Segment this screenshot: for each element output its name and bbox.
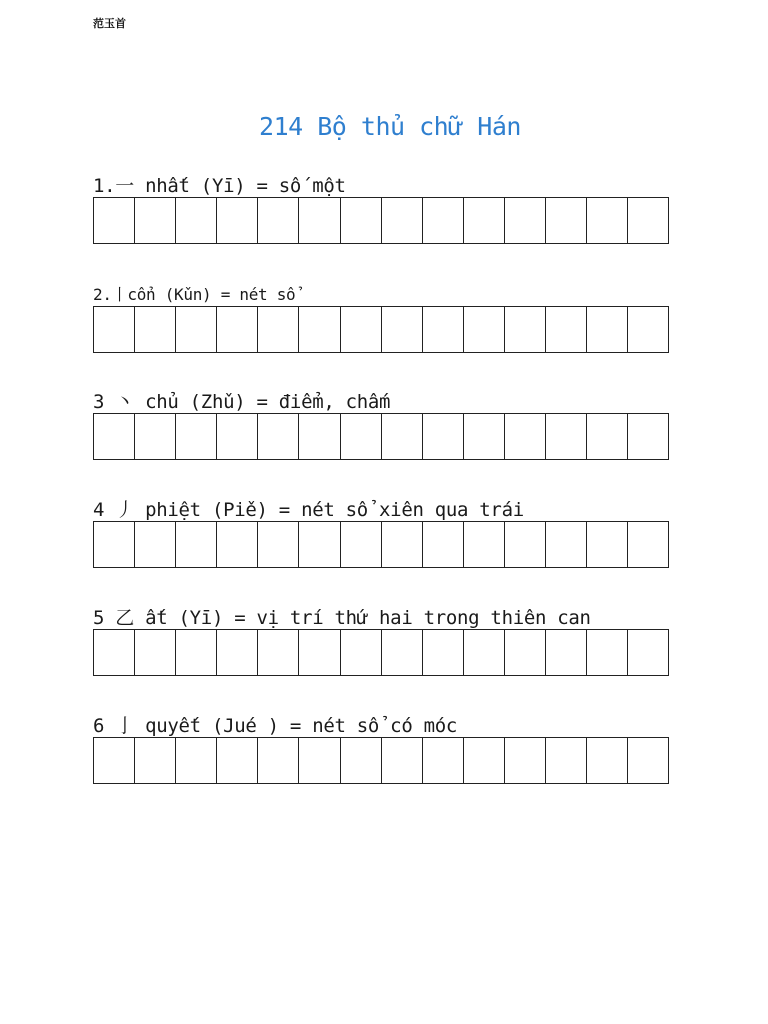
writing-cell (464, 629, 505, 676)
writing-cell (217, 413, 258, 460)
writing-cell (628, 521, 669, 568)
writing-cell (628, 197, 669, 244)
writing-cell (258, 521, 299, 568)
radical-label: 1.一 nhất (Yī) = số một (93, 175, 346, 197)
writing-cell (505, 306, 546, 353)
writing-cell (341, 306, 382, 353)
writing-cell (258, 413, 299, 460)
writing-cell (94, 521, 135, 568)
writing-cell (423, 306, 464, 353)
radical-label: 6 亅 quyết (Jué ) = nét sổ có móc (93, 715, 458, 737)
writing-cell (258, 306, 299, 353)
writing-cell (341, 413, 382, 460)
writing-cell (423, 521, 464, 568)
writing-cell (628, 737, 669, 784)
writing-cell (464, 413, 505, 460)
writing-grid (93, 306, 676, 353)
writing-cell (505, 737, 546, 784)
writing-cell (382, 737, 423, 784)
writing-cell (546, 413, 587, 460)
writing-cell (299, 737, 340, 784)
radical-label: 2.丨cổn (Kǔn) = nét sổ (93, 285, 296, 304)
writing-cell (546, 737, 587, 784)
writing-cell (135, 413, 176, 460)
radical-label: 5 乙 ất (Yī) = vị trí thứ hai trong thiên can (93, 607, 591, 629)
writing-cell (546, 197, 587, 244)
writing-cell (587, 737, 628, 784)
writing-grid (93, 629, 676, 676)
writing-cell (94, 737, 135, 784)
writing-cell (341, 629, 382, 676)
writing-cell (135, 306, 176, 353)
writing-cell (135, 197, 176, 244)
writing-cell (423, 413, 464, 460)
radical-label: 3 丶 chủ (Zhǔ) = điểm, chấm (93, 391, 391, 413)
writing-cell (299, 413, 340, 460)
radical-item-5 (93, 607, 676, 676)
writing-cell (217, 197, 258, 244)
writing-cell (587, 629, 628, 676)
writing-cell (176, 629, 217, 676)
writing-cell (587, 413, 628, 460)
writing-cell (382, 197, 423, 244)
writing-cell (505, 197, 546, 244)
radical-item-2 (93, 284, 676, 353)
writing-cell (587, 197, 628, 244)
writing-cell (217, 737, 258, 784)
radical-item-4 (93, 499, 676, 568)
writing-cell (176, 413, 217, 460)
writing-cell (546, 629, 587, 676)
header-tag: 范玉首 (93, 17, 126, 30)
page-title: 214 Bộ thủ chữ Hán (259, 112, 521, 141)
radical-item-6 (93, 715, 676, 784)
writing-cell (176, 521, 217, 568)
writing-cell (587, 306, 628, 353)
writing-cell (382, 521, 423, 568)
writing-cell (258, 197, 299, 244)
radical-item-3 (93, 391, 676, 460)
radical-item-1 (93, 175, 676, 244)
writing-cell (423, 737, 464, 784)
writing-cell (382, 413, 423, 460)
writing-cell (505, 521, 546, 568)
writing-grid (93, 737, 676, 784)
writing-cell (258, 629, 299, 676)
writing-cell (464, 197, 505, 244)
writing-cell (464, 521, 505, 568)
writing-grid (93, 197, 676, 244)
writing-cell (135, 629, 176, 676)
writing-cell (94, 413, 135, 460)
writing-cell (382, 629, 423, 676)
writing-grid (93, 521, 676, 568)
writing-cell (341, 197, 382, 244)
writing-cell (299, 629, 340, 676)
writing-cell (299, 197, 340, 244)
writing-cell (94, 306, 135, 353)
writing-cell (546, 521, 587, 568)
writing-cell (258, 737, 299, 784)
writing-cell (135, 737, 176, 784)
writing-cell (464, 306, 505, 353)
writing-cell (94, 629, 135, 676)
writing-cell (176, 306, 217, 353)
writing-cell (628, 306, 669, 353)
writing-cell (423, 629, 464, 676)
writing-cell (217, 521, 258, 568)
writing-cell (176, 197, 217, 244)
writing-cell (217, 306, 258, 353)
writing-grid (93, 413, 676, 460)
writing-cell (341, 521, 382, 568)
writing-cell (382, 306, 423, 353)
writing-cell (464, 737, 505, 784)
writing-cell (94, 197, 135, 244)
writing-cell (628, 629, 669, 676)
writing-cell (628, 413, 669, 460)
writing-cell (176, 737, 217, 784)
writing-cell (135, 521, 176, 568)
writing-cell (505, 629, 546, 676)
writing-cell (217, 629, 258, 676)
writing-cell (505, 413, 546, 460)
writing-cell (299, 521, 340, 568)
radical-label: 4 丿 phiệt (Piě) = nét sổ xiên qua trái (93, 499, 524, 521)
writing-cell (341, 737, 382, 784)
writing-cell (299, 306, 340, 353)
writing-cell (423, 197, 464, 244)
writing-cell (546, 306, 587, 353)
writing-cell (587, 521, 628, 568)
